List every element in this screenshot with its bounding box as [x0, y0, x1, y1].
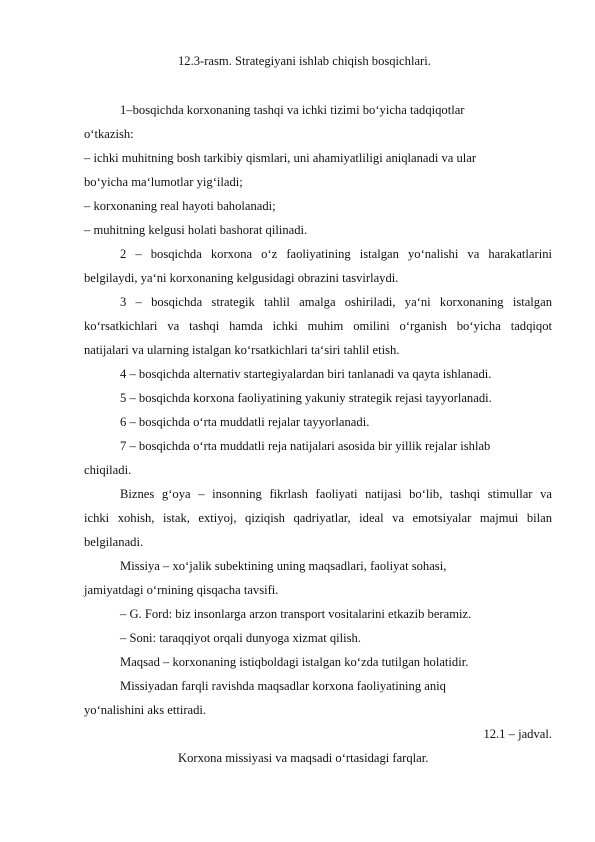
paragraph-line: 1–bosqichda korxonaning tashqi va ichki tizimi bo‘yicha tadqiqotlar	[120, 103, 465, 117]
paragraph-line: ichki xohish, istak, extiyoj, qiziqish qadriyatlar, ideal va emotsiyalar majmui bilan	[84, 511, 552, 525]
figure-caption: 12.3-rasm. Strategiyani ishlab chiqish bosqichlari.	[178, 54, 431, 68]
paragraph-line: – ichki muhitning bosh tarkibiy qismlari, uni ahamiyatliligi aniqlanadi va ular	[84, 151, 477, 165]
paragraph-line: 2 – bosqichda korxona o‘z faoliyatining istalgan yo‘nalishi va harakatlarini	[120, 247, 552, 261]
paragraph-line: 5 – bosqichda korxona faoliyatining yakuniy strategik rejasi tayyorlanadi.	[120, 391, 492, 405]
paragraph-line: – G. Ford: biz insonlarga arzon transport vositalarini etkazib beramiz.	[120, 607, 472, 621]
paragraph-line: chiqiladi.	[84, 463, 132, 477]
paragraph-line: 4 – bosqichda alternativ startegiyalardan biri tanlanadi va qayta ishlanadi.	[120, 367, 492, 381]
paragraph-line: Missiyadan farqli ravishda maqsadlar korxona faoliyatining aniq	[120, 679, 446, 693]
table-caption: Korxona missiyasi va maqsadi o‘rtasidagi farqlar.	[178, 751, 429, 765]
paragraph-line: bo‘yicha ma‘lumotlar yig‘iladi;	[84, 175, 243, 189]
paragraph-line: belgilanadi.	[84, 535, 144, 549]
paragraph-line: Maqsad – korxonaning istiqboldagi istalgan ko‘zda tutilgan holatidir.	[120, 655, 469, 669]
paragraph-line: 6 – bosqichda o‘rta muddatli rejalar tayyorlanadi.	[120, 415, 370, 429]
paragraph-line: Missiya – xo‘jalik subektining uning maqsadlari, faoliyat sohasi,	[120, 559, 447, 573]
paragraph-line: ko‘rsatkichlari va tashqi hamda ichki muhim omilini o‘rganish bo‘yicha tadqiqot	[84, 319, 552, 333]
paragraph-line: – muhitning kelgusi holati bashorat qilinadi.	[84, 223, 308, 237]
paragraph-line: o‘tkazish:	[84, 127, 134, 141]
paragraph-line: 3 – bosqichda strategik tahlil amalga oshiriladi, ya‘ni korxonaning istalgan	[120, 295, 552, 309]
paragraph-line: natijalari va ularning istalgan ko‘rsatkichlari ta‘siri tahlil etish.	[84, 343, 400, 357]
table-label: 12.1 – jadval.	[483, 727, 552, 741]
paragraph-line: – Soni: taraqqiyot orqali dunyoga xizmat qilish.	[120, 631, 361, 645]
paragraph-line: yo‘nalishini aks ettiradi.	[84, 703, 207, 717]
paragraph-line: 7 – bosqichda o‘rta muddatli reja natijalari asosida bir yillik rejalar ishlab	[120, 439, 491, 453]
paragraph-line: Biznes g‘oya – insonning fikrlash faoliyati natijasi bo‘lib, tashqi stimullar va	[120, 487, 552, 501]
paragraph-line: – korxonaning real hayoti baholanadi;	[84, 199, 276, 213]
paragraph-line: jamiyatdagi o‘rnining qisqacha tavsifi.	[84, 583, 279, 597]
paragraph-line: belgilaydi, ya‘ni korxonaning kelgusidagi obrazini tasvirlaydi.	[84, 271, 399, 285]
